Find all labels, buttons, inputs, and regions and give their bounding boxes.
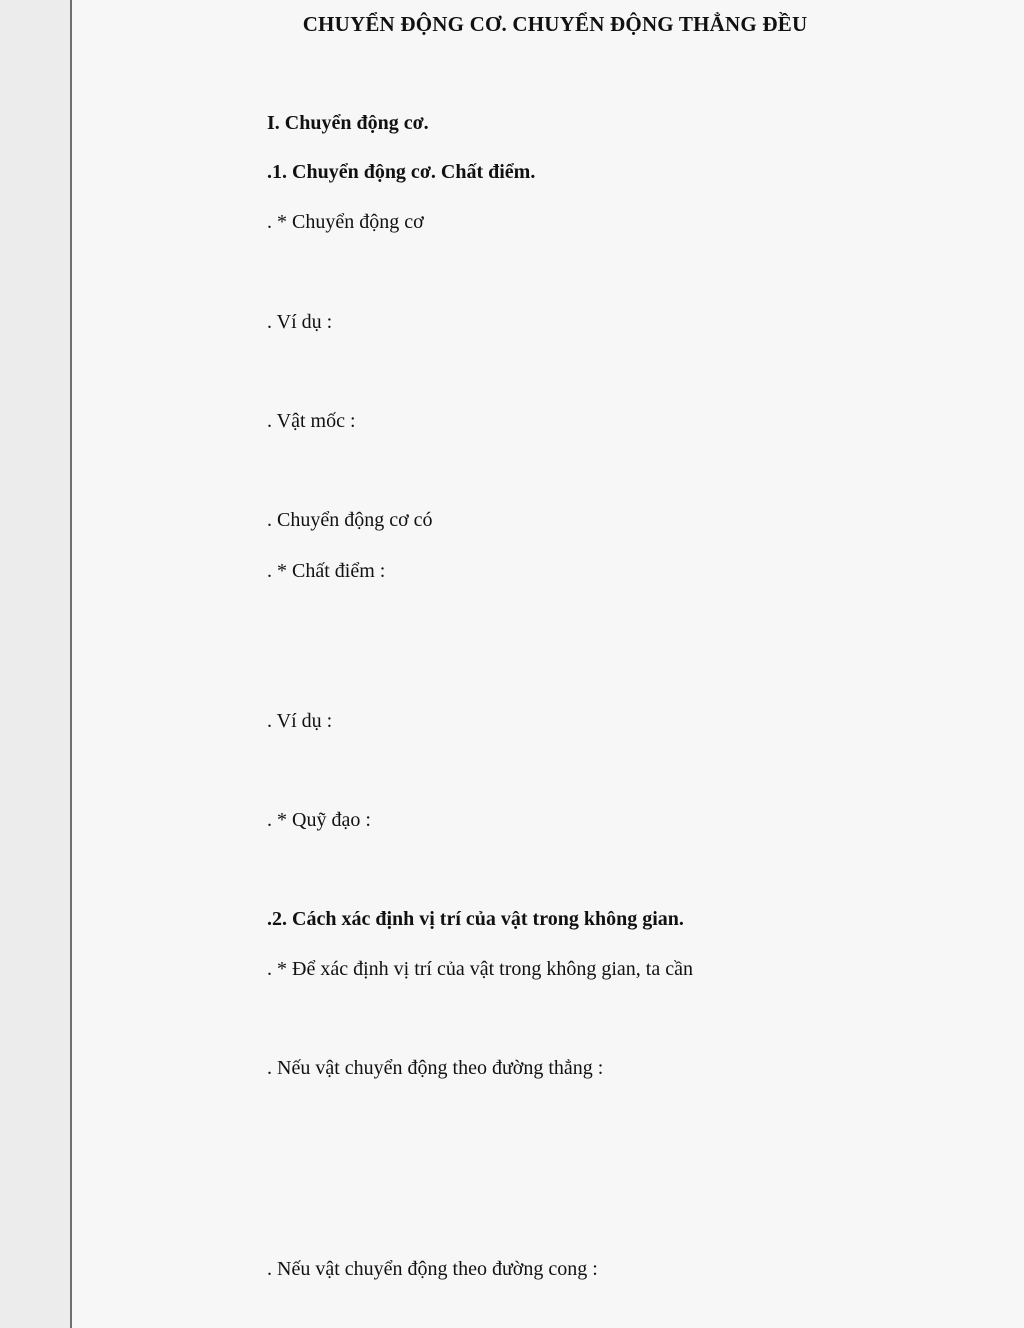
text-line: . Ví dụ :	[267, 710, 333, 732]
page-edge-line	[70, 0, 72, 1328]
text-line: . * Chuyển động cơ	[267, 211, 424, 233]
page-margin	[0, 0, 70, 1328]
subsection-heading-2: .2. Cách xác định vị trí của vật trong không gian.	[267, 908, 684, 930]
text-line: . Vật mốc :	[267, 410, 356, 432]
text-line: . * Chất điểm :	[267, 560, 386, 582]
text-line: . * Quỹ đạo :	[267, 809, 371, 831]
section-heading-1: I. Chuyển động cơ.	[267, 112, 429, 134]
text-line: . Nếu vật chuyển động theo đường cong :	[267, 1258, 598, 1280]
text-line: . Nếu vật chuyển động theo đường thẳng :	[267, 1057, 604, 1079]
subsection-heading-1: .1. Chuyển động cơ. Chất điểm.	[267, 161, 536, 183]
text-line: . * Để xác định vị trí của vật trong không gian, ta cần	[267, 958, 693, 980]
text-line: . Ví dụ :	[267, 311, 333, 333]
document-title: CHUYỂN ĐỘNG CƠ. CHUYỂN ĐỘNG THẲNG ĐỀU	[302, 12, 808, 36]
text-line: . Chuyển động cơ có	[267, 509, 433, 531]
